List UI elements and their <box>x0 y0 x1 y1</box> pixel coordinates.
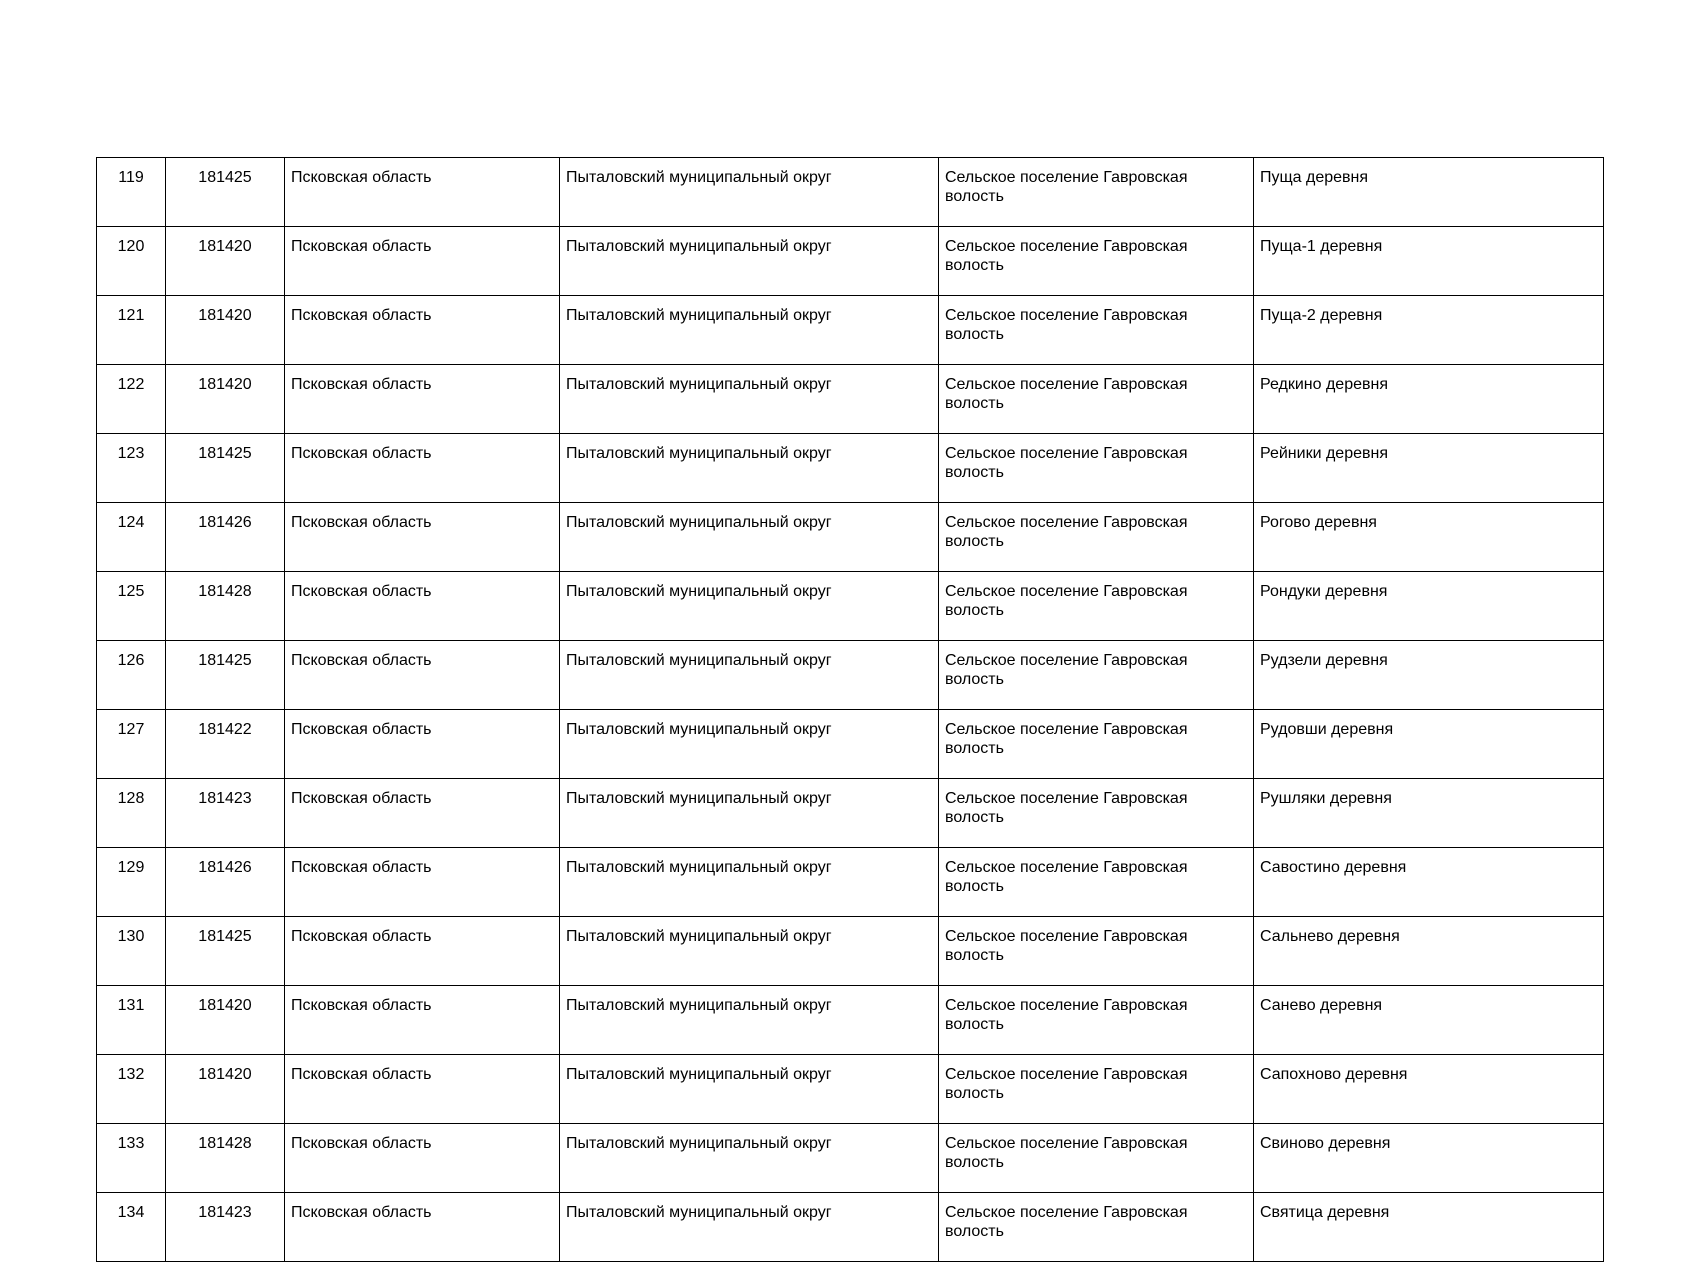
district-cell: Пыталовский муниципальный округ <box>560 434 939 503</box>
settlement-cell: Сельское поселение Гавровская волость <box>939 986 1254 1055</box>
locality-cell: Рудзели деревня <box>1254 641 1604 710</box>
region-cell: Псковская область <box>285 296 560 365</box>
region-cell: Псковская область <box>285 710 560 779</box>
row-number-cell: 124 <box>97 503 166 572</box>
row-number-cell: 122 <box>97 365 166 434</box>
postal-index-cell: 181423 <box>166 779 285 848</box>
district-cell: Пыталовский муниципальный округ <box>560 779 939 848</box>
district-cell: Пыталовский муниципальный округ <box>560 1055 939 1124</box>
settlement-cell: Сельское поселение Гавровская волость <box>939 158 1254 227</box>
region-cell: Псковская область <box>285 779 560 848</box>
row-number-cell: 126 <box>97 641 166 710</box>
region-cell: Псковская область <box>285 986 560 1055</box>
row-number-cell: 134 <box>97 1193 166 1262</box>
table-row <box>97 1193 1604 1262</box>
table-row <box>97 227 1604 296</box>
table-row <box>97 710 1604 779</box>
settlement-cell: Сельское поселение Гавровская волость <box>939 227 1254 296</box>
postal-index-cell: 181426 <box>166 848 285 917</box>
region-cell: Псковская область <box>285 848 560 917</box>
region-cell: Псковская область <box>285 1124 560 1193</box>
locality-cell: Святица деревня <box>1254 1193 1604 1262</box>
table-row <box>97 365 1604 434</box>
region-cell: Псковская область <box>285 572 560 641</box>
row-number-cell: 129 <box>97 848 166 917</box>
settlement-cell: Сельское поселение Гавровская волость <box>939 1055 1254 1124</box>
postal-index-cell: 181422 <box>166 710 285 779</box>
postal-index-cell: 181425 <box>166 641 285 710</box>
postal-index-cell: 181425 <box>166 434 285 503</box>
district-cell: Пыталовский муниципальный округ <box>560 572 939 641</box>
postal-index-cell: 181420 <box>166 227 285 296</box>
postal-index-cell: 181420 <box>166 986 285 1055</box>
postal-index-cell: 181425 <box>166 917 285 986</box>
district-cell: Пыталовский муниципальный округ <box>560 1193 939 1262</box>
settlement-cell: Сельское поселение Гавровская волость <box>939 848 1254 917</box>
settlement-cell: Сельское поселение Гавровская волость <box>939 503 1254 572</box>
district-cell: Пыталовский муниципальный округ <box>560 503 939 572</box>
row-number-cell: 125 <box>97 572 166 641</box>
table-row <box>97 917 1604 986</box>
locality-cell: Рудовши деревня <box>1254 710 1604 779</box>
locality-cell: Сальнево деревня <box>1254 917 1604 986</box>
settlement-cell: Сельское поселение Гавровская волость <box>939 917 1254 986</box>
settlement-cell: Сельское поселение Гавровская волость <box>939 1124 1254 1193</box>
row-number-cell: 127 <box>97 710 166 779</box>
table-row <box>97 848 1604 917</box>
district-cell: Пыталовский муниципальный округ <box>560 848 939 917</box>
locality-cell: Рогово деревня <box>1254 503 1604 572</box>
table-row <box>97 1055 1604 1124</box>
locality-cell: Сапохново деревня <box>1254 1055 1604 1124</box>
postal-index-cell: 181425 <box>166 158 285 227</box>
locality-cell: Рушляки деревня <box>1254 779 1604 848</box>
district-cell: Пыталовский муниципальный округ <box>560 365 939 434</box>
district-cell: Пыталовский муниципальный округ <box>560 158 939 227</box>
row-number-cell: 128 <box>97 779 166 848</box>
district-cell: Пыталовский муниципальный округ <box>560 296 939 365</box>
locality-cell: Рейники деревня <box>1254 434 1604 503</box>
locality-cell: Пуща-2 деревня <box>1254 296 1604 365</box>
locality-cell: Рондуки деревня <box>1254 572 1604 641</box>
settlement-cell: Сельское поселение Гавровская волость <box>939 296 1254 365</box>
row-number-cell: 131 <box>97 986 166 1055</box>
row-number-cell: 120 <box>97 227 166 296</box>
settlement-cell: Сельское поселение Гавровская волость <box>939 365 1254 434</box>
postal-index-cell: 181426 <box>166 503 285 572</box>
table-row <box>97 986 1604 1055</box>
table-row <box>97 641 1604 710</box>
table-row <box>97 779 1604 848</box>
locality-cell: Санево деревня <box>1254 986 1604 1055</box>
postal-index-cell: 181428 <box>166 572 285 641</box>
region-cell: Псковская область <box>285 227 560 296</box>
region-cell: Псковская область <box>285 641 560 710</box>
settlement-cell: Сельское поселение Гавровская волость <box>939 641 1254 710</box>
row-number-cell: 130 <box>97 917 166 986</box>
district-cell: Пыталовский муниципальный округ <box>560 641 939 710</box>
row-number-cell: 121 <box>97 296 166 365</box>
postal-index-cell: 181428 <box>166 1124 285 1193</box>
locality-cell: Редкино деревня <box>1254 365 1604 434</box>
district-cell: Пыталовский муниципальный округ <box>560 917 939 986</box>
settlement-cell: Сельское поселение Гавровская волость <box>939 710 1254 779</box>
district-cell: Пыталовский муниципальный округ <box>560 986 939 1055</box>
postal-index-cell: 181420 <box>166 1055 285 1124</box>
settlement-cell: Сельское поселение Гавровская волость <box>939 779 1254 848</box>
region-cell: Псковская область <box>285 158 560 227</box>
row-number-cell: 133 <box>97 1124 166 1193</box>
locality-cell: Пуща деревня <box>1254 158 1604 227</box>
table-row <box>97 1124 1604 1193</box>
district-cell: Пыталовский муниципальный округ <box>560 227 939 296</box>
locality-cell: Савостино деревня <box>1254 848 1604 917</box>
region-cell: Псковская область <box>285 917 560 986</box>
table-row <box>97 158 1604 227</box>
postal-index-cell: 181420 <box>166 365 285 434</box>
region-cell: Псковская область <box>285 1055 560 1124</box>
row-number-cell: 119 <box>97 158 166 227</box>
table-row <box>97 296 1604 365</box>
locality-table <box>96 157 1604 1262</box>
table-row <box>97 503 1604 572</box>
settlement-cell: Сельское поселение Гавровская волость <box>939 1193 1254 1262</box>
table-row <box>97 572 1604 641</box>
settlement-cell: Сельское поселение Гавровская волость <box>939 572 1254 641</box>
table-row <box>97 434 1604 503</box>
region-cell: Псковская область <box>285 1193 560 1262</box>
row-number-cell: 123 <box>97 434 166 503</box>
locality-cell: Свиново деревня <box>1254 1124 1604 1193</box>
region-cell: Псковская область <box>285 365 560 434</box>
district-cell: Пыталовский муниципальный округ <box>560 1124 939 1193</box>
table-body <box>97 158 1604 1262</box>
settlement-cell: Сельское поселение Гавровская волость <box>939 434 1254 503</box>
locality-cell: Пуща-1 деревня <box>1254 227 1604 296</box>
row-number-cell: 132 <box>97 1055 166 1124</box>
region-cell: Псковская область <box>285 434 560 503</box>
district-cell: Пыталовский муниципальный округ <box>560 710 939 779</box>
postal-index-cell: 181423 <box>166 1193 285 1262</box>
region-cell: Псковская область <box>285 503 560 572</box>
postal-index-cell: 181420 <box>166 296 285 365</box>
